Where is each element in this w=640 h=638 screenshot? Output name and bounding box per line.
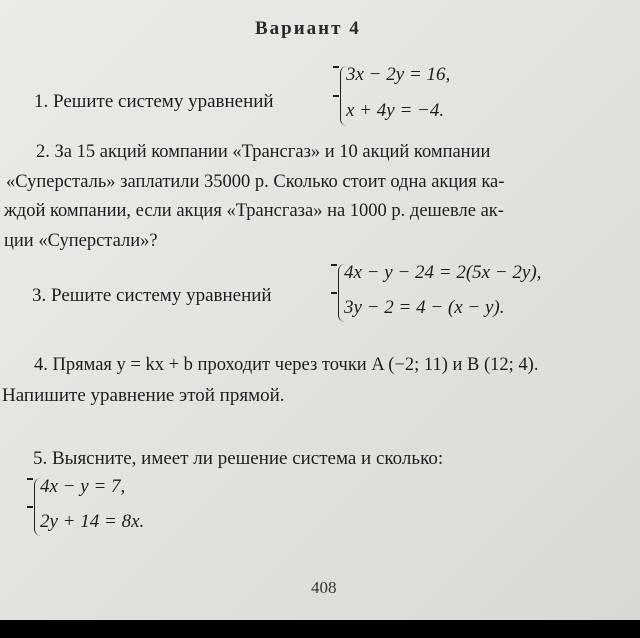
- task-1-eq1: 3x − 2y = 16,: [346, 64, 451, 85]
- task-3-text: 3. Решите систему уравнений: [32, 285, 272, 306]
- variant-title: Вариант 4: [255, 18, 361, 39]
- task-1-text: 1. Решите систему уравнений: [34, 91, 274, 112]
- task-2-line2: «Суперсталь» заплатили 35000 р. Сколько стоит одна акция ка-: [6, 172, 505, 192]
- task-4-line1: 4. Прямая y = kx + b проходит через точки A (−2; 11) и B (12; 4).: [34, 355, 539, 375]
- task-5-eq1: 4x − y = 7,: [40, 476, 126, 497]
- task-4-line2: Напишите уравнение этой прямой.: [2, 385, 285, 406]
- task-1-eq2: x + 4y = −4.: [346, 100, 445, 121]
- page-number: 408: [311, 578, 337, 597]
- task-5-eq2: 2y + 14 = 8x.: [40, 511, 145, 532]
- task-2-line1: 2. За 15 акций компании «Трансгаз» и 10 акций компании: [36, 142, 491, 162]
- task-2-line4: ции «Суперстали»?: [4, 231, 158, 251]
- task-3-eq1: 4x − y − 24 = 2(5x − 2y),: [344, 262, 542, 283]
- task-5-text: 5. Выясните, имеет ли решение система и сколько:: [33, 448, 444, 469]
- task-2-line3: ждой компании, если акция «Трансгаза» на 1000 р. дешевле ак-: [4, 201, 504, 221]
- task-3-eq2: 3y − 2 = 4 − (x − y).: [344, 297, 505, 318]
